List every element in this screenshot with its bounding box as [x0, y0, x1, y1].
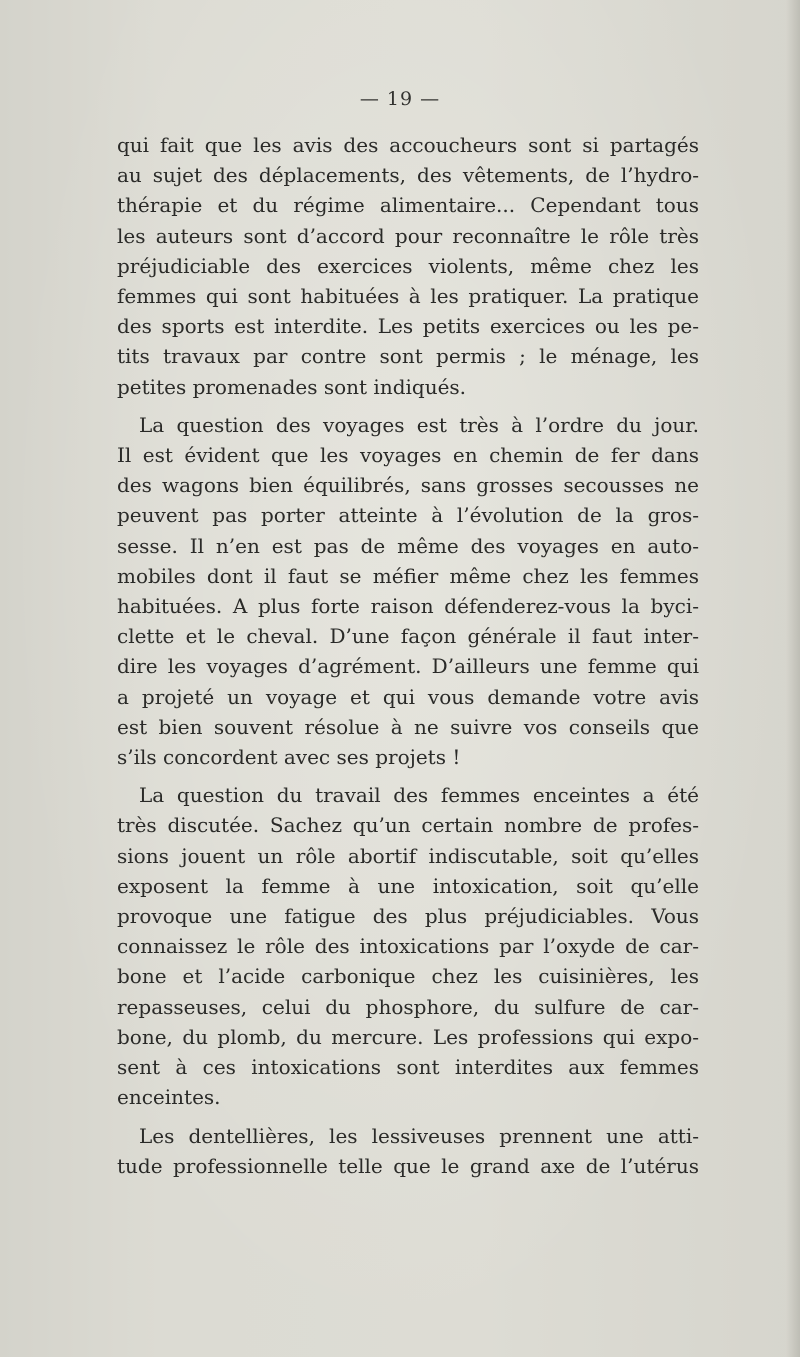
text-line: au sujet des déplacements, des vêtements, de l’hydro- [117, 163, 699, 188]
text-line: Les dentellières, les lessiveuses prennent une atti- [139, 1123, 699, 1148]
text-line: bone et l’acide carbonique chez les cuisinières, les [117, 964, 699, 989]
text-line: repasseuses, celui du phosphore, du sulfure de car- [117, 994, 699, 1019]
text-line: provoque une fatigue des plus préjudiciables. Vous [117, 904, 699, 929]
text-line: enceintes. [117, 1085, 221, 1110]
text-line: sent à ces intoxications sont interdites aux femmes [117, 1055, 699, 1080]
text-line: connaissez le rôle des intoxications par l’oxyde de car- [117, 934, 699, 959]
text-line: femmes qui sont habituées à les pratiquer. La pratique [117, 284, 699, 309]
text-line: clette et le cheval. D’une façon générale il faut inter- [117, 624, 699, 649]
page-edge-shadow [786, 0, 800, 1357]
text-line: exposent la femme à une intoxication, soit qu’elle [117, 873, 699, 898]
text-line: habituées. A plus forte raison défenderez-vous la byci- [117, 594, 699, 619]
text-line: thérapie et du régime alimentaire... Cependant tous [117, 193, 699, 218]
text-line: sesse. Il n’en est pas de même des voyages en auto- [117, 533, 699, 558]
page-number: — 19 — [359, 88, 441, 110]
paragraph-4 [117, 1121, 699, 1181]
text-line: des wagons bien équilibrés, sans grosses secousses ne [117, 473, 699, 498]
text-line: préjudiciable des exercices violents, même chez les [117, 253, 699, 278]
text-line: dire les voyages d’agrément. D’ailleurs une femme qui [117, 654, 699, 679]
text-line: les auteurs sont d’accord pour reconnaître le rôle très [117, 223, 699, 248]
text-line: bone, du plomb, du mercure. Les professions qui expo- [117, 1024, 699, 1049]
text-line: sions jouent un rôle abortif indiscutable, soit qu’elles [117, 843, 699, 868]
text-line: très discutée. Sachez qu’un certain nombre de profes- [117, 813, 699, 838]
text-line: tude professionnelle telle que le grand axe de l’utérus [117, 1153, 699, 1178]
paragraph-2 [117, 410, 699, 772]
text-line: des sports est interdite. Les petits exercices ou les pe- [117, 314, 699, 339]
text-line: La question des voyages est très à l’ordre du jour. [139, 412, 699, 437]
text-line: La question du travail des femmes enceintes a été [139, 783, 699, 808]
text-line: mobiles dont il faut se méfier même chez les femmes [117, 563, 699, 588]
text-line: a projeté un voyage et qui vous demande votre avis [117, 684, 699, 709]
text-line: s’ils concordent avec ses projets ! [117, 745, 461, 770]
text-line: est bien souvent résolue à ne suivre vos conseils que [117, 714, 699, 739]
body-text [117, 130, 699, 1181]
text-line: qui fait que les avis des accoucheurs sont si partagés [117, 133, 699, 157]
paragraph-1 [117, 130, 699, 402]
text-line: Il est évident que les voyages en chemin de fer dans [117, 443, 699, 468]
paragraph-3 [117, 780, 699, 1112]
text-line: petites promenades sont indiqués. [117, 374, 467, 399]
text-line: peuvent pas porter atteinte à l’évolution de la gros- [117, 503, 699, 528]
text-line: tits travaux par contre sont permis ; le ménage, les [117, 344, 699, 369]
